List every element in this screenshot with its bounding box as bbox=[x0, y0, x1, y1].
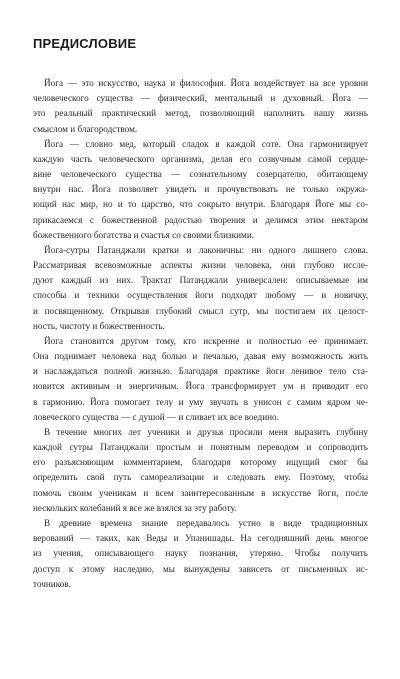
page-title: ПРЕДИСЛОВИЕ bbox=[33, 36, 137, 51]
text-line: божественного богатства и счастья со своими близкими. bbox=[33, 229, 255, 240]
text-line: из учения, описывающего науку познания, утеряно. Чтобы получить bbox=[33, 548, 368, 559]
text-line: Йога становится другом тому, кто искренне и полностью ее принимает. bbox=[44, 335, 368, 346]
text-line: В древние времена знание передавалось устно в виде традиционных bbox=[44, 517, 368, 528]
text-line: Рассматривая всевозможные аспекты жизни человека, они глубоко иссле- bbox=[33, 260, 368, 271]
text-line: ность, чистоту и божественность. bbox=[33, 320, 165, 331]
text-line: Она поднимает человека над болью и печалью, давая ему возможность жить bbox=[33, 351, 368, 362]
text-line: верований — таких, как Веды и Упанишады. На сегодняшний день многое bbox=[33, 533, 368, 544]
text-line: каждую часть человеческого организма, делая его созвучным самой сердце- bbox=[33, 153, 368, 164]
paragraph bbox=[33, 137, 368, 243]
text-line: Йога — словно мед, который сладок в каждой соте. Она гармонизирует bbox=[44, 138, 368, 149]
text-line: и наслаждаться полной жизнью. Благодаря практике йоги ленивое тело ста- bbox=[33, 366, 368, 377]
paragraph bbox=[33, 334, 368, 425]
paragraph bbox=[33, 243, 368, 334]
text-line: вине человеческого существа — сознательному созерцателю, обитающему bbox=[33, 169, 368, 180]
text-line: смыслом и благородством. bbox=[33, 123, 138, 134]
text-line: дуют каждый из них. Трактат Патанджали универсален: описываемые им bbox=[33, 275, 368, 286]
text-line: В течение многих лет ученики и друзья просили меня выразить глубину bbox=[44, 426, 368, 437]
text-line: помочь своим ученикам и всем заинтересованным в искусстве йоги, после bbox=[33, 487, 368, 498]
text-line: ловеческого существа — с душой — и сливает их все воедино. bbox=[33, 411, 279, 422]
text-line: это реальный практический метод, позволяющий наполнить нашу жизнь bbox=[33, 108, 368, 119]
text-line: Йога — это искусство, наука и философия. Йога воздействует на все уровни bbox=[44, 78, 368, 88]
paragraph bbox=[33, 516, 368, 592]
text-line: и посвященному. Открывая глубокий смысл сутр, мы постигаем их целост- bbox=[33, 305, 368, 316]
text-line: нескольких колебаний я все же взялся за эту работу. bbox=[33, 502, 237, 513]
text-line: человеческого существа — физический, ментальный и духовный. Йога — bbox=[33, 93, 368, 104]
text-line: внутри нас. Йога позволяет увидеть и прочувствовать не только окружа- bbox=[33, 184, 368, 195]
text-line: Йога-сутры Патанджали кратки и лаконичны: ни одного лишнего слова. bbox=[44, 244, 368, 255]
text-line: его разъясняющим комментарием, благодаря которому ищущий смог бы bbox=[33, 457, 368, 468]
text-line: доступ к этому наследию, мы вынуждены зависеть от письменных ис- bbox=[33, 563, 368, 574]
preface-body bbox=[33, 76, 368, 592]
text-line: точников. bbox=[33, 578, 71, 589]
text-line: ющий нас мир, но и то царство, что сокрыто внутри. Благодаря Йоге мы со- bbox=[33, 199, 368, 210]
text-line: в гармонию. Йога помогает телу и уму звучать в унисон с самим ядром че- bbox=[33, 396, 368, 407]
paragraph bbox=[33, 425, 368, 516]
text-line: способы и техники осуществления йоги подходят любому — и новичку, bbox=[33, 290, 368, 301]
paragraph bbox=[33, 76, 368, 137]
text-line: определить свой путь самореализации и следовать ему. Поэтому, чтобы bbox=[33, 472, 368, 483]
text-line: прикасаемся с божественной радостью творения и делимся этим нектаром bbox=[33, 214, 368, 225]
text-line: каждой сутры Патанджали простым и понятным переводом и сопроводить bbox=[33, 442, 368, 453]
text-line: новится активным и энергичным. Йога трансформирует ум и приводит его bbox=[33, 381, 368, 392]
